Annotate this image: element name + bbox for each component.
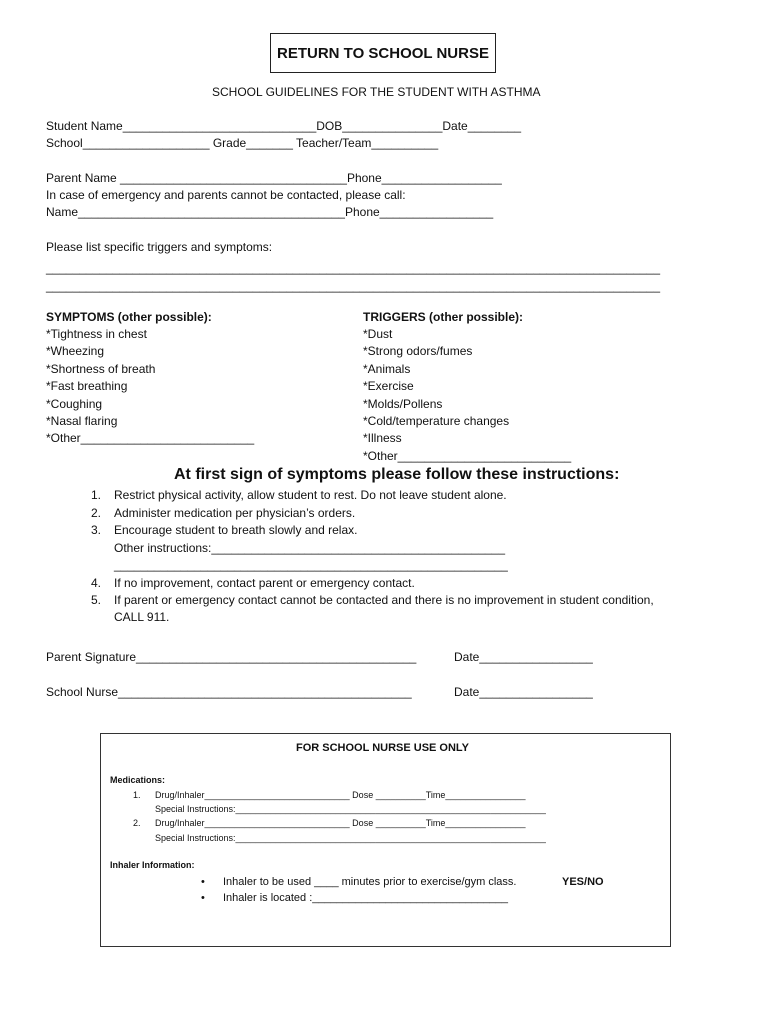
triggers-heading: TRIGGERS (other possible):	[363, 310, 524, 324]
inhaler-timing-line: Inhaler to be used ____ minutes prior to exercise/gym class.	[223, 876, 517, 888]
trigger-item: *Dust	[363, 327, 393, 341]
bullet-icon: •	[201, 876, 205, 888]
symptom-item: *Fast breathing	[46, 379, 128, 393]
instruction-text: Administer medication per physician’s orders.	[114, 506, 356, 520]
med-drug-line: Drug/Inhaler_____________________________ Dose __________Time________________	[155, 790, 526, 800]
parent-info-line: Parent Name __________________________________Phone__________________	[46, 171, 502, 185]
trigger-item: *Other__________________________	[363, 449, 572, 463]
instruction-number: 3.	[91, 523, 102, 537]
med-number: 1.	[133, 790, 141, 800]
blank-line: ____________________________________________________________________________________________	[46, 279, 660, 293]
instruction-text: CALL 911.	[114, 610, 170, 624]
symptom-item: *Shortness of breath	[46, 362, 156, 376]
symptoms-heading: SYMPTOMS (other possible):	[46, 310, 212, 324]
med-special-instructions: Special Instructions:______________________________________________________________	[155, 833, 546, 843]
med-drug-line: Drug/Inhaler_____________________________ Dose __________Time________________	[155, 818, 526, 828]
instruction-text: Restrict physical activity, allow student to rest. Do not leave student alone.	[114, 488, 507, 502]
emergency-contact-line: Name________________________________________Phone_________________	[46, 205, 494, 219]
trigger-item: *Animals	[363, 362, 411, 376]
instruction-number: 2.	[91, 506, 102, 520]
inhaler-location-line: Inhaler is located :________________________________	[223, 892, 509, 904]
student-info-line: Student Name_____________________________DOB_______________Date________	[46, 119, 522, 133]
instruction-text: If no improvement, contact parent or emergency contact.	[114, 576, 415, 590]
page-title: RETURN TO SCHOOL NURSE	[270, 33, 496, 73]
triggers-prompt: Please list specific triggers and symptoms:	[46, 240, 273, 254]
instruction-text: If parent or emergency contact cannot be contacted and there is no improvement in student condition,	[114, 593, 654, 607]
med-number: 2.	[133, 818, 141, 828]
school-info-line: School___________________ Grade_______ Teacher/Team__________	[46, 136, 439, 150]
subtitle: SCHOOL GUIDELINES FOR THE STUDENT WITH ASTHMA	[212, 85, 541, 99]
parent-date-line: Date_________________	[454, 650, 593, 664]
nurse-signature-line: School Nurse____________________________________________	[46, 685, 412, 699]
nurse-date-line: Date_________________	[454, 685, 593, 699]
symptom-item: *Coughing	[46, 397, 103, 411]
instruction-number: 5.	[91, 593, 102, 607]
instruction-text: ___________________________________________________________	[114, 558, 508, 572]
parent-signature-line: Parent Signature__________________________________________	[46, 650, 417, 664]
inhaler-info-label: Inhaler Information:	[110, 860, 195, 870]
instruction-number: 4.	[91, 576, 102, 590]
yes-no-option: YES/NO	[562, 876, 604, 888]
symptom-item: *Nasal flaring	[46, 414, 118, 428]
trigger-item: *Cold/temperature changes	[363, 414, 510, 428]
blank-line: ____________________________________________________________________________________________	[46, 261, 660, 275]
trigger-item: *Molds/Pollens	[363, 397, 443, 411]
emergency-note: In case of emergency and parents cannot be contacted, please call:	[46, 188, 406, 202]
instruction-number: 1.	[91, 488, 102, 502]
trigger-item: *Illness	[363, 431, 402, 445]
nurse-section-heading: FOR SCHOOL NURSE USE ONLY	[296, 742, 469, 754]
instruction-text: Other instructions:____________________________________________	[114, 541, 506, 555]
trigger-item: *Exercise	[363, 379, 414, 393]
med-special-instructions: Special Instructions:______________________________________________________________	[155, 804, 546, 814]
symptom-item: *Tightness in chest	[46, 327, 147, 341]
medications-label: Medications:	[110, 775, 166, 785]
instruction-text: Encourage student to breath slowly and relax.	[114, 523, 358, 537]
bullet-icon: •	[201, 892, 205, 904]
symptom-item: *Other__________________________	[46, 431, 255, 445]
trigger-item: *Strong odors/fumes	[363, 344, 473, 358]
instructions-heading: At first sign of symptoms please follow these instructions:	[174, 466, 620, 483]
symptom-item: *Wheezing	[46, 344, 105, 358]
